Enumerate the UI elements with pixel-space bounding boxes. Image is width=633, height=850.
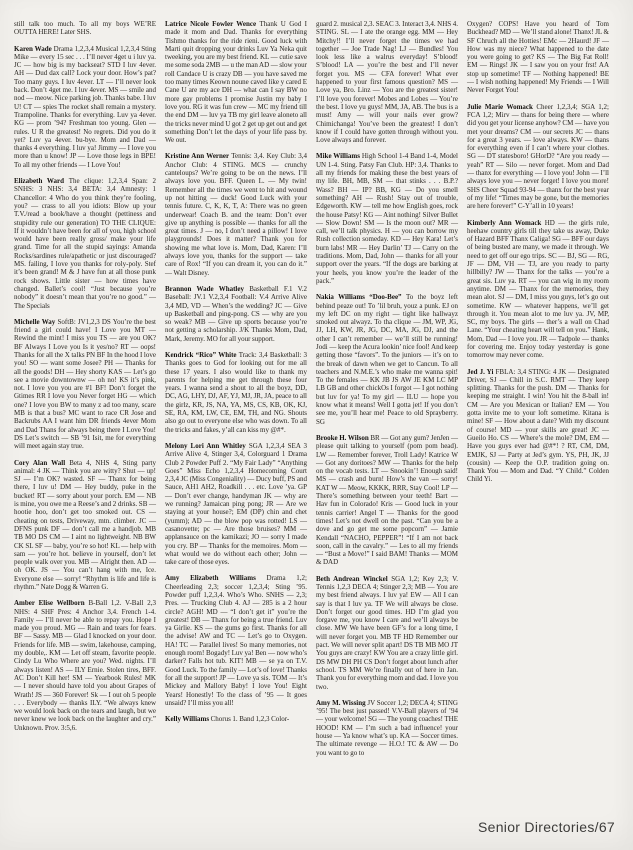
student-name: Karen Wade [14,44,54,53]
directory-entry: Brannon Wade Whatley Basketball F.1 V.2 Baseball: JV.1 V.2,3,4 Football: V.4 Arrive Alive 3,4 MD, VD — When’s the wedding? JC — Give up Basketball and ping-pong. CS — why are you so weak? MB — Give up sports because you’re not getting a scholarship. J/K Thanks Mom, Dad, Mark, Jeremy. MO for all your support. [165,284,307,343]
directory-entry: Amy Elizabeth Williams Drama 1,2; Cheerleading 2,3; soccer 1,2,3,4; Sting ’95. Powder puff 1,2,3,4. Who’s Who. SNHS — 2,3; Pres. — Trucking Club 4. AJ — 285 is a 2 hour circle? AGH! MD — “I don’t get it” you’re the greatest! DB — Thanx for being a true friend. Luv ya Girlie. KS — the gums go first. Thanks for all the advise! AW and TC — Let’s go to Oxygen. HA! TC — Parallel lives! So many memories, not enough room! Bogady! Luv ya! Ben — now who’s darker? Falls hot tub. KIT! MB — se ya on T.V. Good Luck. To the family — Lot’s of love! Thanks for all the support! JP — Love ya sis. TOM — It’s Mickey and Mallory Baby! I love You! Eight Years! Honestly! To the class of ’95 — It goes unsaid? I’ll miss you all! [165,574,307,707]
directory-entry: Elizabeth Ward The clique: 1,2,3,4 Span: 2 SNHS: 3 NHS: 3,4 BETA: 3,4 Amnesty: 1 Chancellor: 4 Who do you think they’re fooling, you? — crass to all you idiots: Blow up your T.V./read a book/have a thought (pettiness and stupidity rule our generation) TO THE CLIQUE: If it wouldn’t have been for all of you, high school would have been really gross/ make your life grand. Time for all the stupid sayings: Amanda Rocks/sardines rule/apathetic or just discouraged? MS. failing, I love you thanks for roly-poly. Stef it’s been grand! M & J have fun at all those punk rock shows. Little sister — how times have changed. Ballet’s cool! “Just because you’re nobody” it doesn’t mean that you’re no good.” — The Specials [14,177,157,310]
directory-entry: Brooke H. Wilson BR — Got any gum? JenJen — please quit talking to yourself (pom pom head). LW — Remember forever, Troll Lady! Katrice W — Got any doritoes? MW — Thanks for the help on the vocab tests. LT — Snookin’! Enough said! MS — crash and burn! How’s the van — sorry! KAT W — Meow, KKKK, RRR, Stay Cool! LP — There’s something between your teeth! Bart — Hav fun in Colorado! Kris — Good luck in your tennis carrier! Angel T — Thanks for the good times! Let’s not dwell on the past. “Can you be a dove and go get me some popcorn” — Jamie Kendall “NACHO, PEPPER”! “If I am not back soon, call in the cavalry.” — Les to all my friends — “Bust a Move!” I said BAM! Thanks — MOM & DAD [316,433,458,567]
directory-entry: Beth Andrean Winckel SGA 1,2; Key 2,3; V. Tennis 1,2,3 DECA 4; Stinger 2,3; MB — You are my best friend always. I luv ya! EW — All I can say is that I luv ya. TF We will always be close. Don’t forget our good times. HD I’m glad you forgave me, you know I care and we’ll always be close. MW We have been GF’s for a long time, I will never forget you. MB TF HD Remember our pact. We will never split apart! DS TB MB MO JT You guys are crazy! KW You are a crazy little girl. DS MW DH PH CS Don’t forget about lunch after school. TS MM We’re finally out of here in Jan. Thank you for everything mom and dad. I love you two. [316,574,458,691]
directory-entry: Jed J. Yi FBLA: 3,4 STING: 4 JK — Designated Driver, SJ — Chill in S.C. RMT — They keep splitting. Thanks for the push. DM — Thanks for keeping me straight. I win! You hit the 8-ball in! CM — Are you Mexican or Italian? EM — You gotta invite me to your loft sometime. Kitana is mine! SF — How about a date? With my discount of course! MD — your skills are great! JC — Gueilo Ho. CS — Where’s the mole? DM, EM — Have you guys ever had @#*! ? RT, CM, DM, EMJK, SJ — Party at Jed’s gym. YS, PH, JK, JJ (cousin) — Keep the O.P. tradition going on. Thank You — Mom and Dad. “Y Child.” Colden Child Yi. [467,367,609,484]
directory-entry: Amber Elise Wellborn B-Ball 1,2. V-Ball 2,3 NHS: 4 SHF Pres: 4 Anchor 3,4. French 1-4. Family — I’ll never be able to repay you. Hope I made you proud. MG — Rain and tears for fears. BF — Sassy. MB — Glad I knocked on your door. Friends for life. MB — swim, lakehouse, camping, my double,. KM — Let off steam, favorite people. Cindy Lu Who Where are you? Wed. nights. I’ll always listen! AS — ILY Ernie. Stolen tires, BFF. AC Don’t Kill her! SM — Yearbook Rules! MK — I never should have told you about Grapes of Wrath! JS — 360 Forever! Sk — I out oh 5 people . . . Everybody — thanks ILY. “We always knew we would look back on the tears and laugh, but we never knew we look back on the laughter and cry.” Unknown. Prov. 3:5,6. [14,599,156,732]
directory-entry: Amy M. Wissing JV Soccer 1,2; DECA 4; STING ’95! The best just passed! V.V-Ball players of ’94 — your welcome! SG — The young coaches! THE HOOD! KM — I’m such a bad influence! your house — Ya know what’s up. KA — Soccer times. The ultimate revenge — H.O.! TC & AW — Do you want to go to [316,698,458,757]
student-name: Amber Elise Wellborn [14,599,89,608]
student-name: Kendrick “Rico” White [165,350,239,359]
directory-entry: Cory Alan Wall Beta 4, NHS 4, Sting party animal: 4 JK — Think you are witty? Shut — up! SJ — I’m OK? wasted. SF — Thanx for being there, I luv u! DM — Hey buddy, puke in the bucket! RT — sorry about your porch. EM — NB is mine, you owe me a Reese’s and 2 drinks. SB — hootie hoo, don’t get too smoked out. CS — cheating on tests, Driveway, mtn. climber. JC — DFNS punk DF — don’t call me a handjob. MB TB MO DS CM — I aint no lightweight. NB BW CK SL SF — baby, you’re so hot! KL — help with sam — you’re hot. believe in yourself, don’t let people walk over you. MB — Alright then. AD — oh OK. JS — You can’t hang with me, Ice. Everyone else — sorry! “Rhythm is life and life is rhythm.” Nate Dogg & Warren G. [14,458,156,591]
directory-columns [14,20,618,765]
directory-entry-continuation: guard 2. musical 2,3. SEAC 3. Interact 3,4. NHS 4. STING. SL — I ate the orange egg. MM — Hey Mitchy!! I’ll never forget the times we had together — Joe Trade Nag! LJ — Bundles! You look less like a walrus everyday! S’blood! S’blood! LA — you’re the best and I’ll never forget you. MS — CFA forever! What ever happened to your first famous question? MS — Love ya, Bro. Linz — You are the greatest sister! I’ll love you forever! Mobes and Lobes — You’re the best. I love yu guys! MM, JA, AB. The bus is a must! Amy — will your nails ever grow? Chimichanga! You’ve been the greatest! I don’t know if I could have gotten through without you. Love always and forever. [316,20,458,145]
directory-entry: Latrice Nicole Fowler Wence Thank U God I made it mom and Dad. Thanks for everything Tishmo thanks for the ride rieni. Good luck with Marti quit dropping your drinks Luv Ya Neka quit tweeking, you are my best friend. KL — cutie save me some soda 2MB — u the man AD — slow your roll Candace U is crazy DB — you have saved me too many times Keown noune caved like y cared E Cane U are my ace DH — what can I say BW no more gay problems I promise Justin my baby I love you. RG it was fun crew — MC my friend till the end DM — luv ya TB my girl leave aloneto all the tricks never mind U got 2 get up get out and get something Don’t let the days of your life pass by. We out. [165,20,307,145]
student-name: Kristine Ann Werner [165,152,232,161]
text-column-3 [316,20,458,765]
student-name: Brannon Wade Whatley [165,284,250,293]
text-column-1 [14,20,156,765]
text-column-4 [467,20,609,765]
student-name: Brooke H. Wilson [316,433,371,442]
student-name: Michelle Way [14,317,58,326]
student-name: Amy Elizabeth Williams [165,574,267,583]
page-footer-title: Senior Directories/67 [477,819,615,835]
student-name: Julie Marie Womack [467,102,537,111]
directory-entry: Kelly Williams Chorus 1. Band 1,2,3 Color- [165,715,290,724]
student-name: Elizabeth Ward [14,177,69,186]
directory-entry: Karen Wade Drama 1,2,3,4 Musical 1,2,3,4 Sting Mike — every 15 sec . . . I’ll never 4get u i luv ya. JC — how big is my backseat? STD I luv 4ever. AH — Dud dax call? Lock your door. How’s pat? Too many guys. I luv 4ever. LT — I’ll never look back. Don’t 4get me. I luv 4ever. MS — smile and nod — meow. Nice parking job. Thanks babe. I luv U! CT — spies The rocket shall remain a mystery. Trampoline. Thanks for everything. Luv ya 4ever. KG — prom ’94? Freshman too young. Glen — rules. U R the greatest! No regrets. Did you do it yet? Luv ya 4ever. bu-bye. Mom and Dad — thanks 4 everything. I luv ya! Jimmy — I love you more than u know! JP — Love those legs in BPE! To all my other friends — I Love You! [14,44,156,169]
student-name: Jed J. Yi [467,367,496,376]
student-name: Cory Alan Wall [14,458,70,467]
student-name: Beth Andrean Winckel [316,574,392,583]
directory-entry: Kendrick “Rico” White Track: 3,4 Basketball: 3 Thanks goes to God for looking out for me all these 17 years. I also would like to thank my parents for helping me get through these four years. I wanna send a shout to all the boyz, DD, DC, AG, LHY, DJ, AF, YJ, MJ, JR, JA, peace to all the girlz, KR, JS, NA, YA, MS, CS, KB, OK, KJ, SE, RA, KM, LW, CE, EM, TH, and NG. Shouts also go out to everyone else who was down. To all the tricks and fakes, y’all can kiss my @#*. [165,350,307,434]
directory-entry: Melony Lori Ann Whitley SGA 1,2,3,4 SEA 3 Arrive Alive 4, Stinger 3,4, Colorguard 1 Drama Club 2 Powder Puff 2. “My Fair Lady” “Anything Goes” Miss Echo 1,2,3,4 Homecoming Court 2,3,4 JC (Miss Congeniality) — Ducy buff, PS and Sauce, AH1 AH2, Roadkill . . . etc. Love ’ya. GP — Don’t ever change, handyman JK — why are we running? Jamaican ping pong; JR — Are we staying at your house?; EM (DP) chin and chet (yumm); AD — the blow pop was rotted! LS — casanovette; pc — Are those bruises? MM — applansauce on the kamikazi; JO — sorry I made you cry. BP — Thanks for the memoires. Mom — what would we do without each other; John — take care of those eyes. [165,441,308,567]
directory-entry: Kimberly Ann Womack HD — the girls rule, heehaw country girls till they take us away, Duke of Hazard BFF Thanx Caliga! SG — BFF our days of being busted are many, we made it through. We need to get off our ego trips. SC — BJ, SG — RG, JF — DM, VH — TJ, are you ready to party hillbilly? JW — Thanx for the talks — you’re a great sis. Luv ya. RT — you can wig in my room anytime. DM — Thanx for the memories, they mean alot. SJ — DM, I miss you guys, let’s go out sometime. KW — whatever happens, we’ll get through it. You mean alot to me luv ya. JV, MP, SC, my boys. The girls — ther’s a wall on Chad Lane. “Your cheating heart will tell on you.” Hank, Mom, Dad — I love you. JR — Tadpole — thanks for covering me. Enjoy today yesterday is gone tomorrow may never come. [467,218,609,360]
student-name: Nakia Williams “Doo-Bee” [316,293,406,302]
student-name: Amy M. Wissing [316,698,368,707]
student-name: Kelly Williams [165,715,211,724]
directory-entry: Kristine Ann Werner Tennis: 3,4. Key Club: 3,4 Anchor Club: 4 STING. MCS — crunchy canteloups? We’re going to be on the news. I’ll always love you. BFF. Queen L. — My twin! Remember all the times we went to hit and wound up not hitting — duck! Good Luck with your tennis future. C, K, K, T, A: There was no green underwear! Coach B. and the team: Don’t ever give up anything is possible — thanks for all the great times. J — no, I don’t need a pillow! I love playgrounds! Does it matter? Thank you for showing me what love is. Mom, Dad, Karen: I’ll always love you, thanks for the support — take care of Rox! “If you can dream it, you can do it.” — Walt Disney. [165,152,307,277]
student-name: Latrice Nicole Fowler Wence [165,20,260,28]
directory-entry: Michelle Way SoftB: JV1,2,3 DS You’re the best friend a girl could have! I Love you MT — Rewind the mint! I miss you TS — are you OK? BF Always I Love you Is it yes/no? RT — oops! Thanks for all the X talks PN BF In the hood I love you! SO — want some Josee? PH — Thanks for all the goods! DH — Hey shorty KAS — Let’s go see a movie downtownw — oh no! KS it’s pink, not. I love you you are #1 BF! Don’t forget the Gtimes RR I love you Never forget HG — which one? I love you BW to many z ad too many, scare MB is that a bus? MC want to race CR Jose and Backrubs AA I want him DR friends 4ever Mom and Dad Thans for always being there I Love You! DS Let’s switch — SB ’91 Isit, me for everything will meet again stay true. [14,317,157,451]
directory-entry-continuation: Oxygen? COPS! Have you heard of Tom Buckhead? MD — We’ll stand alone! Thanx! JL & SF Chruch all the Hotties! EMc — 2Haurd! JF — How was my niece? What happened to the date you were going to get? KS — The Big Fat Roll! EM — Rings! JK — I saw you on your frst! AA stop up sometime! TF — Nothing happened! BE — I wish nothing happened! My Friends — I Will Never Forget You! [467,20,609,95]
text-column-2 [165,20,307,765]
directory-entry: Mike Williams High School 1-4 Band 1-4, Model UN 1-4. Sting. Patsy Fan Club. HP: 3,4. Thanks to all my friends for making these the best years of my life. BH, MB, SM — that stinks . . . B.P.? Wass? BH — IP? BB, KG — Do you smell something? AH — Rush! Stay out of trouble, Edgeworth. KW — tell me how English goes, rock the house Patsy! KG — Aint nothing! Silver Bullet — Slow Down! SM — Is the moon out? MR — call, we’ll talk physics. H — you can borrow my Rush collection someday. KD — Hey Kara! Let’s burn labs! MR — Hey Darlin’ TJ — Carry on the traditions. Mom, Dad, John — thanks for all your support over the years. “If the dogs are barking at your heels, you know you’re the leader of the pack.” [316,152,458,285]
directory-entry: Julie Marie Womack Cheer 1,2,3,4; SGA 1,2; FCA 1,2; Mirv — thans for being there — where did you get your license anyhow? CM — have you met your dreams? CM — our secrets JC — thans for a great 3 years. — love always. KW — thans for everything even if I can’t where your clothes. SG — DT statesboro! GHorD? “Are you ready — yeah” RT — Silo — never forget. Mom and Dad — thanx for everything — I love you! John — I’ll always love you — never forget! I love you more! SHS Cheer Squad 93-94 — thanx for the best year of my life! “Times may be gone, but the memories are here forever!” C-Y’all in 10 years! [467,102,609,211]
directory-entry-continuation: still talk too much. To all my boys WE’RE OUTTA HERE! Later SHS. [14,20,156,37]
student-name: Mike Williams [316,152,362,161]
directory-entry: Nakia Williams “Doo-Bee” To the boyz left behind peaze out! To ’lil bruh, youz a punk. EJ on my left DC on my right — tight like hallwayz smoked out alwayz. To tha clique — JM, WP, JG, JJ, LH, KW, JR, JG, DC, MA, JG, DJ, and the other I can’t remember — we’ll still be running! Jodi — keep the Acura lookin’ nice fool! And keep getting those “favors”. To the juniors — it’s on to the break of dawn when we get to Cancun. To all teachers and N.M.E.’s who make me wanna spit! To the females — KK JB JS AW JE KM LC MP LB GB and other chickOs I forgot — I got nothing but luv for ya! To my girl — ILU — hope you know what it means! Well I gotta jet! If you don’t see me, you’ll hear me! Peace to old Sprayberry. SG [316,293,458,426]
student-name: Melony Lori Ann Whitley [165,441,249,450]
student-name: Kimberly Ann Womack [467,218,545,227]
